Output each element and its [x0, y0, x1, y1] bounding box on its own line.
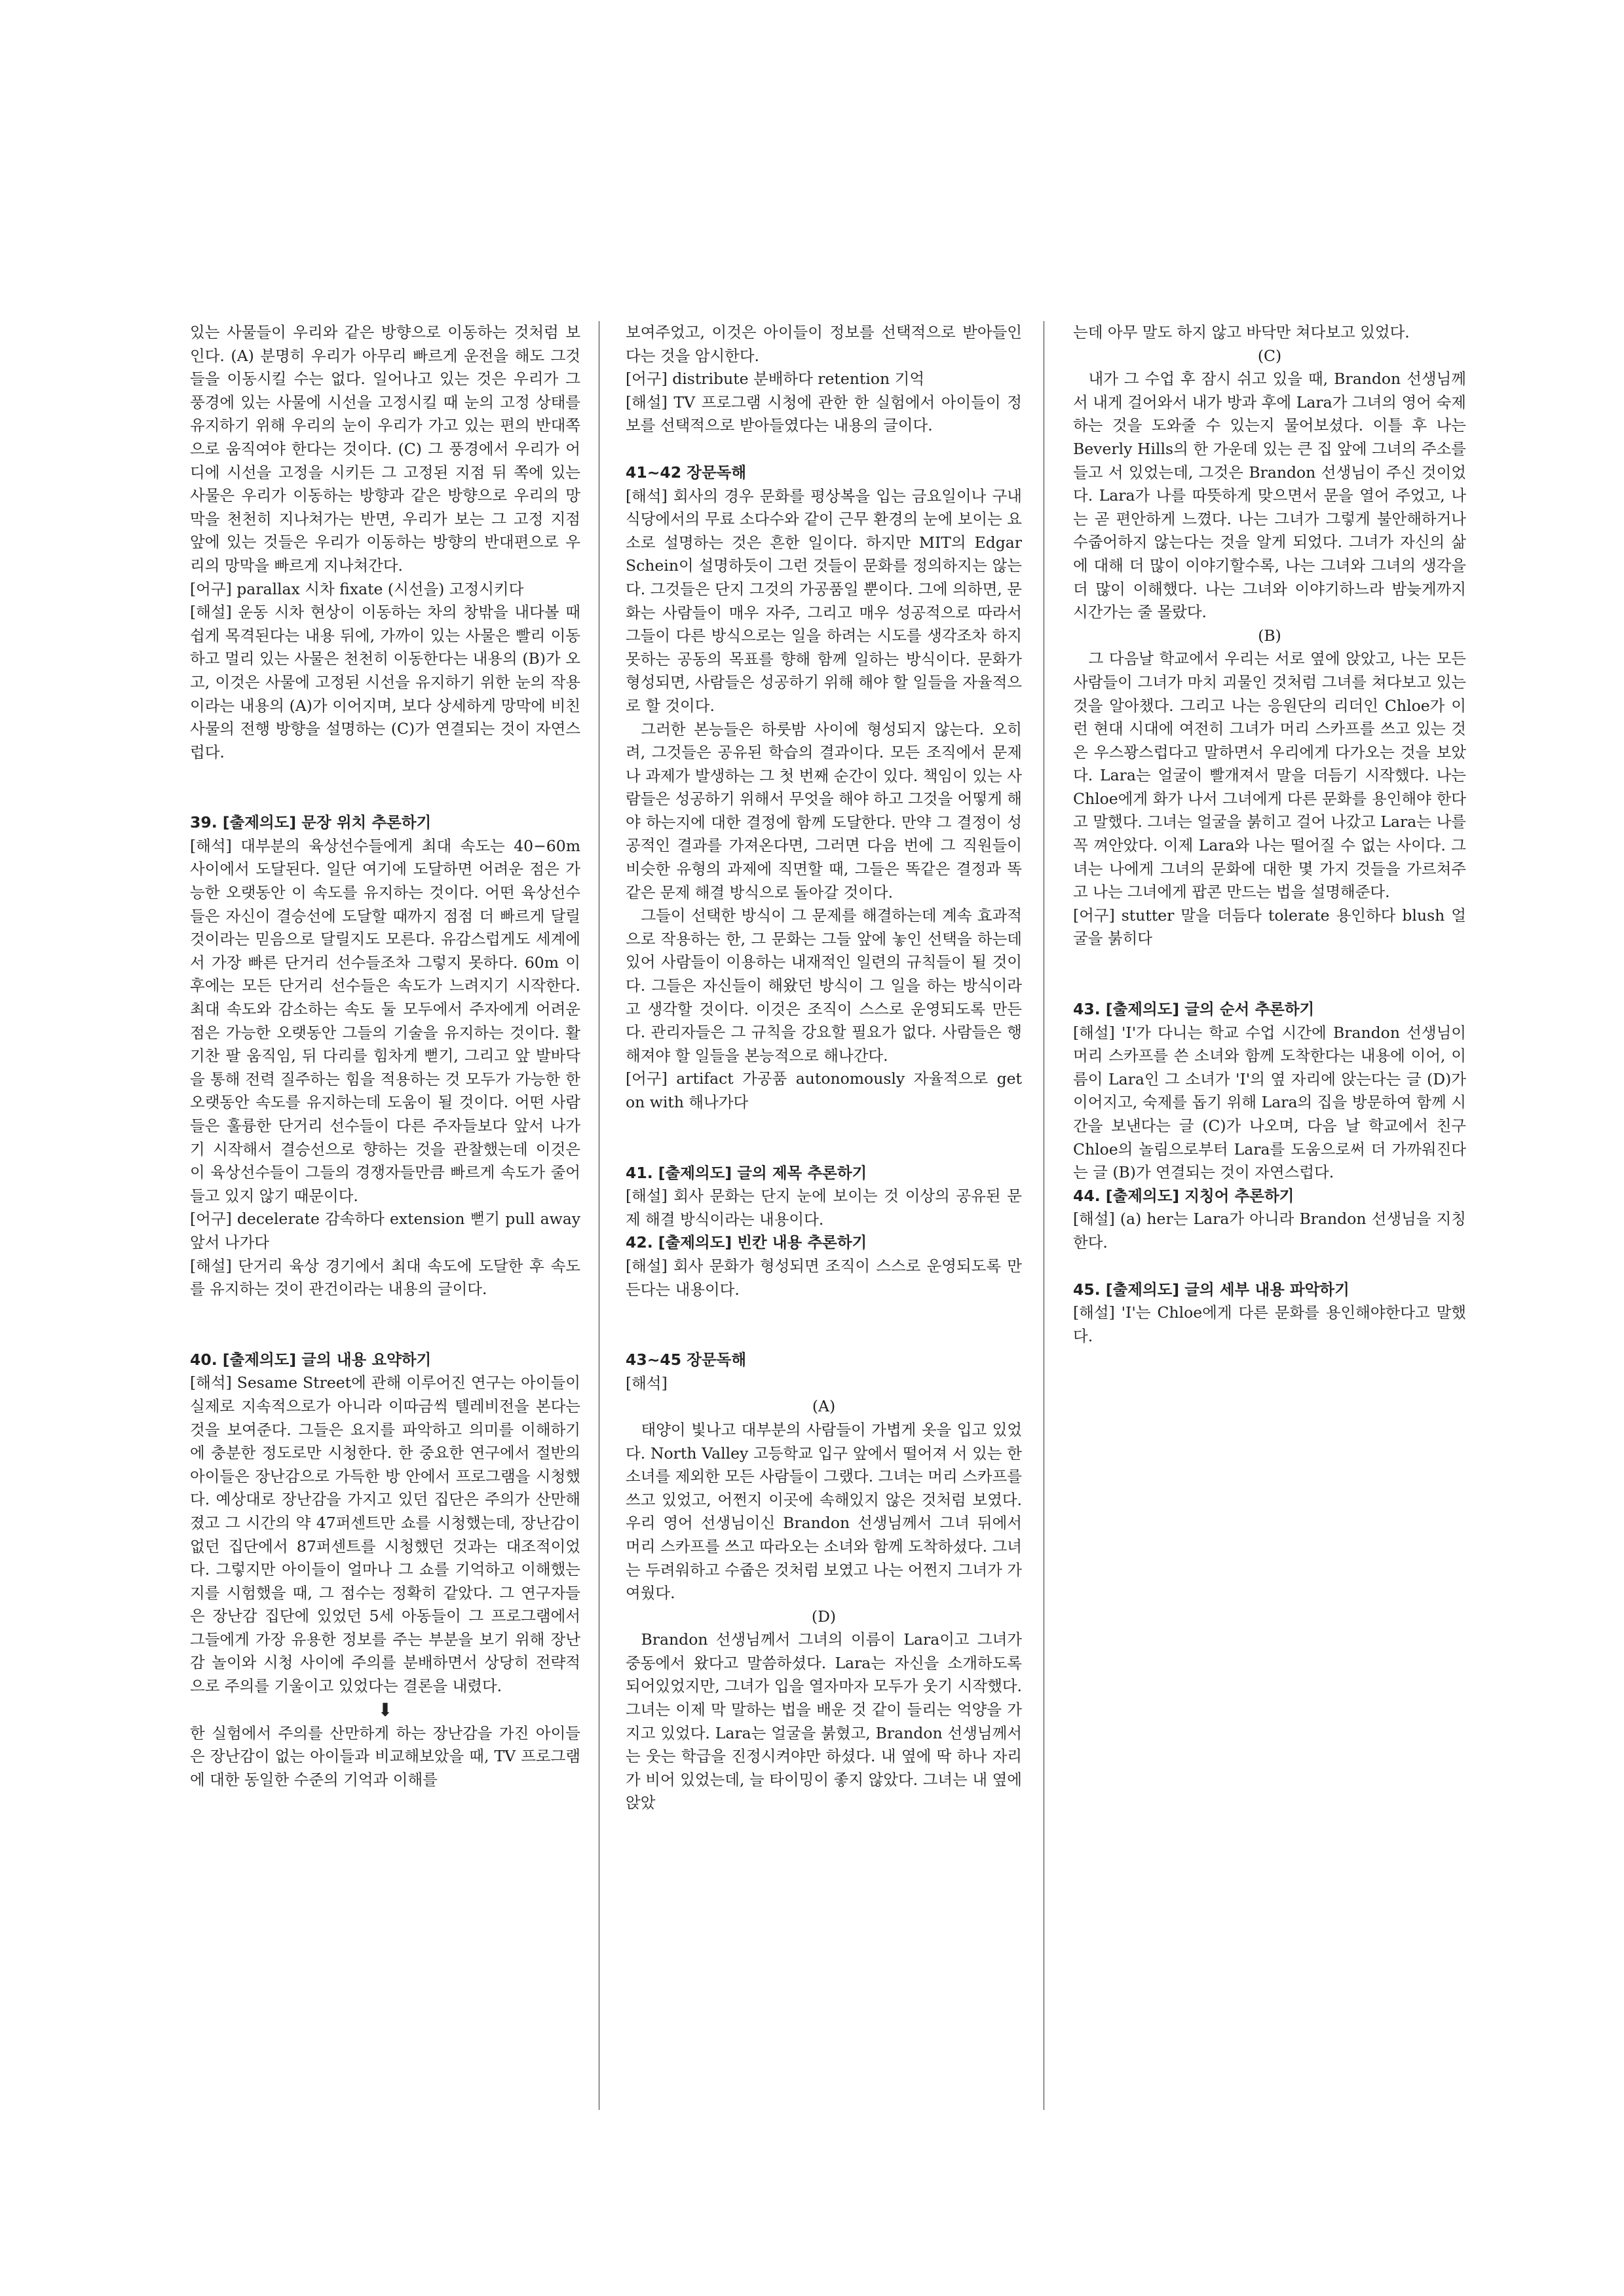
section-heading-43: 43. [출제의도] 글의 순서 추론하기 [1073, 1000, 1315, 1019]
commentary: [해설] 회사 문화가 형성되면 조직이 스스로 운영되도록 만든다는 내용이다. [626, 1256, 1022, 1299]
section-heading-41: 41. [출제의도] 글의 제목 추론하기 [626, 1163, 867, 1182]
commentary: [해설] (a) her는 Lara가 아니라 Brandon 선생님을 지칭한다. [1073, 1210, 1466, 1252]
part-marker-a: (A) [812, 1397, 836, 1416]
column-middle [626, 321, 1022, 1815]
paragraph: 있는 사물들이 우리와 같은 방향으로 이동하는 것처럼 보인다. (A) 분명히 우리가 아무리 빠르게 운전을 해도 그것들을 이동시킬 수는 없다. 일어나고 있는 것은 우리가 그 풍경에 있는 사물에 시선을 고정시킬 때 눈의 고정 상태를 유지하기 위해 우리의 눈이 우리가 가고 있는 편의 반대쪽으로 움직여야 한다는 것이다. (C) 그 풍경에서 우리가 어디에 시선을 고정을 시키든 그 고정된 지점 뒤 쪽에 있는 사물은 우리가 이동하는 방향과 같은 방향으로 우리의 망막을 천천히 지나쳐가는 반면, 우리가 보는 그 고정 지점 앞에 있는 것들은 우리가 이동하는 방향의 반대편으로 우리의 망막을 빠르게 지나쳐간다. [190, 323, 580, 575]
vocab-note: [어구] parallax 시차 fixate (시선을) 고정시키다 [190, 579, 524, 598]
translation: [해석] Sesame Street에 관해 이루어진 연구는 아이들이 실제로 지속적으로가 아니라 이따금씩 텔레비전을 본다는 것을 보여준다. 그들은 요지를 파악하고 의미를 이해하기에 충분한 정도로만 시청한다. 한 중요한 연구에서 절반의 아이들은 장난감으로 가득한 방 안에서 프로그램을 시청했다. 예상대로 장난감을 가지고 있던 집단은 주의가 산만해졌고 그 시간의 약 47퍼센트만 쇼를 시청했는데, 장난감이 없던 집단에서 87퍼센트를 시청했던 것과는 대조적이었다. 그렇지만 아이들이 얼마나 그 쇼를 기억하고 이해했는지를 시험했을 때, 그 점수는 정확히 같았다. 그 연구자들은 장난감 집단에 있었던 5세 아동들이 그 프로그램에서 그들에게 가장 유용한 정보를 주는 부분을 보기 위해 장난감 놀이와 시청 사이에 주의를 분배하면서 상당히 전략적으로 주의를 기울이고 있었다는 결론을 내렸다. [190, 1373, 580, 1696]
part-marker-d: (D) [811, 1607, 837, 1626]
commentary: [해설] 단거리 육상 경기에서 최대 속도에 도달한 후 속도를 유지하는 것이 관건이라는 내용의 글이다. [190, 1256, 580, 1299]
paragraph: 보여주었고, 이것은 아이들이 정보를 선택적으로 받아들인다는 것을 암시한다. [626, 323, 1022, 365]
label: [해석] [626, 1373, 668, 1392]
paragraph: 태양이 빛나고 대부분의 사람들이 가볍게 옷을 입고 있었다. North Valley 고등학교 입구 앞에서 떨어져 서 있는 한 소녀를 제외한 모든 사람들이 그랬다. 그녀는 머리 스카프를 쓰고 있었고, 어쩐지 이곳에 속해있지 않은 것처럼 보였다. 우리 영어 선생님이신 Brandon 선생님께서 그녀 뒤에서 머리 스카프를 쓰고 따라오는 소녀와 함께 도착하셨다. 그녀는 두려워하고 수줍은 것처럼 보였고 나는 어쩐지 그녀가 가여웠다. [626, 1420, 1022, 1603]
section-heading-41-42: 41~42 장문독해 [626, 463, 747, 482]
paragraph: Brandon 선생님께서 그녀의 이름이 Lara이고 그녀가 중동에서 왔다고 말씀하셨다. Lara는 자신을 소개하도록 되어있었지만, 그녀가 입을 열자마자 모두가 웃기 시작했다. 그녀는 이제 막 말하는 법을 배운 것 같이 들리는 억양을 가지고 있었다. Lara는 얼굴을 붉혔고, Brandon 선생님께서는 웃는 학급을 진정시켜야만 하셨다. 내 옆에 딱 하나 자리가 비어 있었는데, 늘 타이밍이 좋지 않았다. 그녀는 내 옆에 앉았 [626, 1630, 1022, 1812]
column-right [1073, 321, 1466, 1348]
section-heading-40: 40. [출제의도] 글의 내용 요약하기 [190, 1350, 432, 1369]
paragraph: 그러한 본능들은 하룻밤 사이에 형성되지 않는다. 오히려, 그것들은 공유된 학습의 결과이다. 모든 조직에서 문제나 과제가 발생하는 그 첫 번째 순간이 있다. 책임이 있는 사람들은 성공하기 위해서 무엇을 해야 하고 그것을 어떻게 해야 하는지에 대한 결정에 함께 도달한다. 만약 그 결정이 성공적인 결과를 가져온다면, 그러면 다음 번에 그 직원들이 비슷한 유형의 과제에 직면할 때, 그들은 똑같은 결정과 똑같은 문제 해결 방식으로 돌아갈 것이다. [626, 719, 1022, 902]
translation: [해석] 회사의 경우 문화를 평상복을 입는 금요일이나 구내식당에서의 무료 소다수와 같이 근무 환경의 눈에 보이는 요소로 설명하는 것은 흔한 일이다. 하지만 MIT의 Edgar Schein이 설명하듯이 그런 것들이 문화를 정의하지는 않는다. 그것들은 단지 그것의 가공품일 뿐이다. 그에 의하면, 문화는 사람들이 매우 자주, 그리고 매우 성공적으로 따라서 그들이 다른 방식으로는 일을 하려는 시도를 생각조차 하지 못하는 공동의 목표를 향해 함께 일하는 방식이다. 문화가 형성되면, 사람들은 성공하기 위해 해야 할 일들을 자율적으로 할 것이다. [626, 486, 1022, 715]
vocab-note: [어구] artifact 가공품 autonomously 자율적으로 get on with 해나가다 [626, 1069, 1022, 1111]
section-heading-45: 45. [출제의도] 글의 세부 내용 파악하기 [1073, 1280, 1350, 1299]
section-heading-39: 39. [출제의도] 문장 위치 추론하기 [190, 813, 432, 832]
section-heading-42: 42. [출제의도] 빈칸 내용 추론하기 [626, 1233, 867, 1252]
summary-text: 한 실험에서 주의를 산만하게 하는 장난감을 가진 아이들은 장난감이 없는 아이들과 비교해보았을 때, TV 프로그램에 대한 동일한 수준의 기억과 이해를 [190, 1723, 580, 1789]
paragraph: 그 다음날 학교에서 우리는 서로 옆에 앉았고, 나는 모든 사람들이 그녀가 마치 괴물인 것처럼 그녀를 쳐다보고 있는 것을 알아챘다. 그리고 나는 응원단의 리더인 Chloe가 이런 현대 시대에 여전히 그녀가 머리 스카프를 쓰고 있는 것은 우스꽝스럽다고 말하면서 우리에게 다가오는 것을 보았다. Lara는 얼굴이 빨개져서 말을 더듬기 시작했다. 나는 Chloe에게 화가 나서 그녀에게 다른 문화를 용인해야 한다고 말했다. 그녀는 얼굴을 붉히고 걸어 나갔고 Lara는 나를 꼭 껴안았다. 이제 Lara와 나는 떨어질 수 없는 사이다. 그녀는 나에게 그녀의 문화에 대한 몇 가지 것들을 가르쳐주고 나는 그녀에게 팝콘 만드는 법을 설명해준다. [1073, 649, 1466, 902]
part-marker-c: (C) [1257, 346, 1282, 365]
part-marker-b: (B) [1258, 626, 1281, 645]
down-arrow-icon: ⬇ [377, 1698, 393, 1721]
paragraph: 내가 그 수업 후 잠시 쉬고 있을 때, Brandon 선생님께서 내게 걸어와서 내가 방과 후에 Lara가 그녀의 영어 숙제하는 것을 도와줄 수 있는지 물어보셨다. 이틀 후 나는 Beverly Hills의 한 가운데 있는 큰 집 앞에 그녀의 주소를 들고 서 있었는데, 그것은 Brandon 선생님이 주신 것이었다. Lara가 나를 따뜻하게 맞으면서 문을 열어 주었고, 나는 곧 편안하게 느꼈다. 나는 그녀가 그렇게 불안해하거나 수줍어하지 않는다는 것을 알게 되었다. 그녀가 자신의 삶에 대해 더 많이 이야기할수록, 나는 그녀와 그녀의 생각을 더 많이 이해했다. 나는 그녀와 이야기하느라 밤늦게까지 시간가는 줄 몰랐다. [1073, 370, 1466, 622]
section-heading-43-45: 43~45 장문독해 [626, 1350, 747, 1369]
commentary: [해설] 'I'는 Chloe에게 다른 문화를 용인해야한다고 말했다. [1073, 1303, 1466, 1345]
commentary: [해설] 'I'가 다니는 학교 수업 시간에 Brandon 선생님이 머리 스카프를 쓴 소녀와 함께 도착한다는 내용에 이어, 이름이 Lara인 그 소녀가 'I'의 옆 자리에 앉는다는 글 (D)가 이어지고, 숙제를 돕기 위해 Lara의 집을 방문하여 함께 시간을 보낸다는 글 (C)가 나오며, 다음 날 학교에서 친구 Chloe의 놀림으로부터 Lara를 도움으로써 더 가까워진다는 글 (B)가 연결되는 것이 자연스럽다. [1073, 1023, 1466, 1182]
vocab-note: [어구] distribute 분배하다 retention 기억 [626, 370, 925, 389]
vocab-note: [어구] stutter 말을 더듬다 tolerate 용인하다 blush 얼굴을 붉히다 [1073, 906, 1466, 948]
column-left [190, 321, 580, 1791]
commentary: [해설] 운동 시차 현상이 이동하는 차의 창밖을 내다볼 때 쉽게 목격된다는 내용 뒤에, 가까이 있는 사물은 빨리 이동하고 멀리 있는 사물은 천천히 이동한다는 내용의 (B)가 오고, 이것은 사물에 고정된 시선을 유지하기 위한 눈의 작용이라는 내용의 (A)가 이어지며, 보다 상세하게 망막에 비친 사물의 전행 방향을 설명하는 (C)가 연결되는 것이 자연스럽다. [190, 603, 580, 761]
commentary: [해설] 회사 문화는 단지 눈에 보이는 것 이상의 공유된 문제 해결 방식이라는 내용이다. [626, 1187, 1022, 1229]
paragraph: 그들이 선택한 방식이 그 문제를 해결하는데 계속 효과적으로 작용하는 한, 그 문화는 그들 앞에 놓인 선택을 하는데 있어 사람들이 이용하는 내재적인 일련의 규칙들이 될 것이다. 그들은 자신들이 해왔던 방식이 그 일을 하는 방식이라고 생각할 것이다. 이것은 조직이 스스로 운영되도록 만든다. 관리자들은 그 규칙을 강요할 필요가 없다. 사람들은 행해져야 할 일들을 본능적으로 해나간다. [626, 906, 1022, 1065]
paragraph: 는데 아무 말도 하지 않고 바닥만 쳐다보고 있었다. [1073, 323, 1410, 341]
commentary: [해설] TV 프로그램 시청에 관한 한 실험에서 아이들이 정보를 선택적으로 받아들였다는 내용의 글이다. [626, 392, 1022, 435]
translation: [해석] 대부분의 육상선수들에게 최대 속도는 40−60m 사이에서 도달된다. 일단 여기에 도달하면 어려운 점은 가능한 오랫동안 이 속도를 유지하는 것이다. 어떤 육상선수들은 자신이 결승선에 도달할 때까지 점점 더 빠르게 달릴 것이라는 믿음으로 달릴지도 모른다. 유감스럽게도 세계에서 가장 빠른 단거리 선수들조차 그렇지 못하다. 60m 이후에는 모든 단거리 선수들은 속도가 느려지기 시작한다. 최대 속도와 감소하는 속도 둘 모두에서 주자에게 어려운 점은 가능한 오랫동안 그들의 기술을 유지하는 것이다. 활기찬 팔 움직임, 뒤 다리를 힘차게 뻗기, 그리고 앞 발바닥을 통해 전력 질주하는 힘을 적용하는 것 모두가 가능한 한 오랫동안 속도를 유지하는데 도움이 될 것이다. 어떤 사람들은 훌륭한 단거리 선수들이 다른 주자들보다 앞서 나가기 시작해서 결승선으로 향하는 것을 관찰했는데 이것은 이 육상선수들이 그들의 경쟁자들만큼 빠르게 속도가 줄어들고 있지 않기 때문이다. [190, 836, 580, 1205]
section-heading-44: 44. [출제의도] 지칭어 추론하기 [1073, 1186, 1294, 1205]
vocab-note: [어구] decelerate 감속하다 extension 뻗기 pull away 앞서 나가다 [190, 1210, 580, 1252]
